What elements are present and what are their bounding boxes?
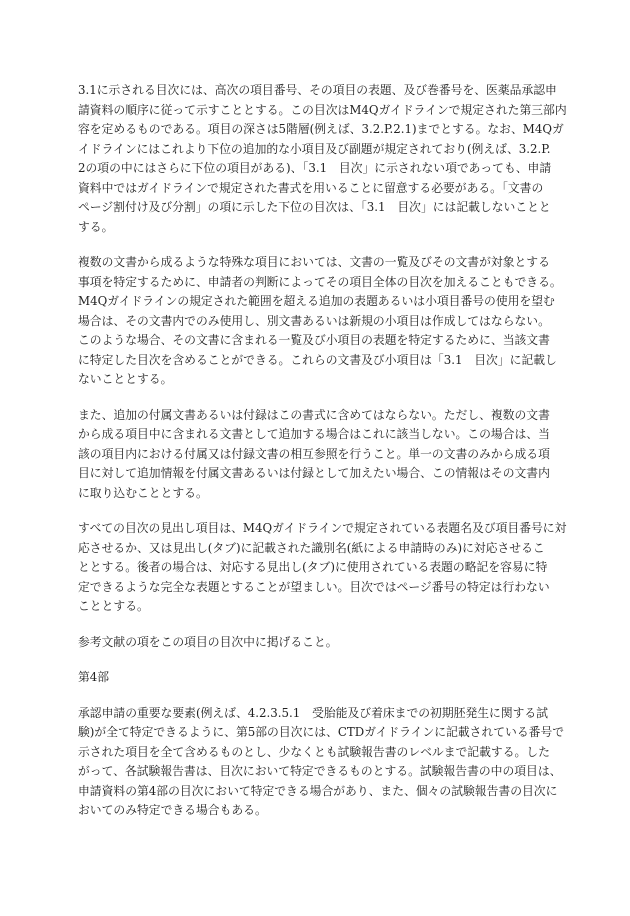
text-line: ページ割付け及び分割」の項に示した下位の目次は、「3.1 目次」には記載しないことと bbox=[78, 200, 551, 214]
paragraph-toc-part3 bbox=[78, 81, 578, 237]
text-line: 申請資料の第4部の目次において特定できる場合があり、また、個々の試験報告書の目次に bbox=[78, 783, 558, 798]
text-line: おいてのみ特定できる場合もある。 bbox=[78, 803, 267, 817]
text-line: 第4部 bbox=[78, 670, 110, 684]
text-line: 請資料の順序に従って示すこととする。この目次はM4Qガイドラインで規定された第三部内 bbox=[78, 102, 567, 117]
text-line: こととする。 bbox=[78, 599, 149, 613]
paragraph-toc-headings bbox=[78, 519, 578, 617]
text-line: また、追加の付属文書あるいは付録はこの書式に含めてはならない。ただし、複数の文書 bbox=[78, 407, 550, 422]
text-line: 定できるような完全な表題とすることが望ましい。目次ではページ番号の特定は行わない bbox=[78, 579, 550, 594]
document-page bbox=[78, 81, 578, 837]
text-line: がって、各試験報告書は、目次において特定できるものとする。試験報告書の中の項目は、 bbox=[78, 764, 562, 778]
paragraph-appendices bbox=[78, 406, 578, 504]
text-line: 参考文献の項をこの項目の目次中に掲げること。 bbox=[78, 634, 338, 649]
text-line: 事項を特定するために、申請者の判断によってその項目全体の目次を加えることもできる。 bbox=[78, 274, 562, 289]
text-line: 該の項目内における付属又は付録文書の相互参照を行うこと。単一の文書のみから成る項 bbox=[78, 446, 550, 461]
text-line: イドラインにはこれより下位の追加的な小項目及び副題が規定されており(例えば、3.2.P. bbox=[78, 141, 551, 156]
heading-part4 bbox=[78, 668, 578, 688]
text-line: する。 bbox=[78, 219, 114, 234]
text-line: すべての目次の見出し項目は、M4Qガイドラインで規定されている表題名及び項目番号に対 bbox=[78, 521, 567, 535]
text-line: M4Qガイドラインの規定された範囲を超える追加の表題あるいは小項目番号の使用を望む bbox=[78, 294, 555, 308]
text-line: 承認申請の重要な要素(例えば、4.2.3.5.1 受胎能及び着床までの初期胚発生に関する試 bbox=[78, 705, 549, 720]
text-line: 場合は、その文書内でのみ使用し、別文書あるいは新規の小項目は作成してはならない。 bbox=[78, 313, 550, 328]
text-line: 験)が全て特定できるように、第5部の目次には、CTDガイドラインに記載されている番号で bbox=[78, 725, 565, 739]
text-line: 資料中ではガイドラインで規定された書式を用いることに留意する必要がある。「文書の bbox=[78, 180, 544, 195]
text-line: 示された項目を全て含めるものとし、少なくとも試験報告書のレベルまで記載する。した bbox=[78, 744, 550, 759]
text-line: 複数の文書から成るような特殊な項目においては、文書の一覧及びその文書が対象とする bbox=[78, 255, 550, 269]
text-line: ないこととする。 bbox=[78, 372, 173, 386]
text-line: に取り込むこととする。 bbox=[78, 485, 208, 500]
text-line: 3.1に示される目次には、高次の項目番号、その項目の表題、及び巻番号を、医薬品承認申 bbox=[78, 83, 557, 97]
text-line: 目に対して追加情報を付属文書あるいは付録として加えたい場合、この情報はその文書内 bbox=[78, 466, 550, 480]
text-line: 容を定めるものである。項目の深さは5階層(例えば、3.2.P.2.1)までとする。なお、M4Qガ bbox=[78, 122, 564, 136]
paragraph-part4-toc bbox=[78, 704, 578, 821]
text-line: ととする。後者の場合は、対応する見出し(タブ)に使用されている表題の略記を容易に特 bbox=[78, 560, 548, 574]
paragraph-special-items bbox=[78, 253, 578, 390]
paragraph-references bbox=[78, 633, 578, 653]
text-line: から成る項目中に含まれる文書として追加する場合はこれに該当しない。この場合は、当 bbox=[78, 427, 550, 441]
text-line: 2の項の中にはさらに下位の項目がある)、「3.1 目次」に示されない項であっても、申請 bbox=[78, 161, 552, 175]
text-line: に特定した目次を含めることができる。これらの文書及び小項目は「3.1 目次」に記載し bbox=[78, 352, 557, 367]
text-line: 応させるか、又は見出し(タブ)に記載された識別名(紙による申請時のみ)に対応させるこ bbox=[78, 540, 545, 555]
text-line: このような場合、その文書に含まれる一覧及び小項目の表題を特定するために、当該文書 bbox=[78, 333, 550, 347]
